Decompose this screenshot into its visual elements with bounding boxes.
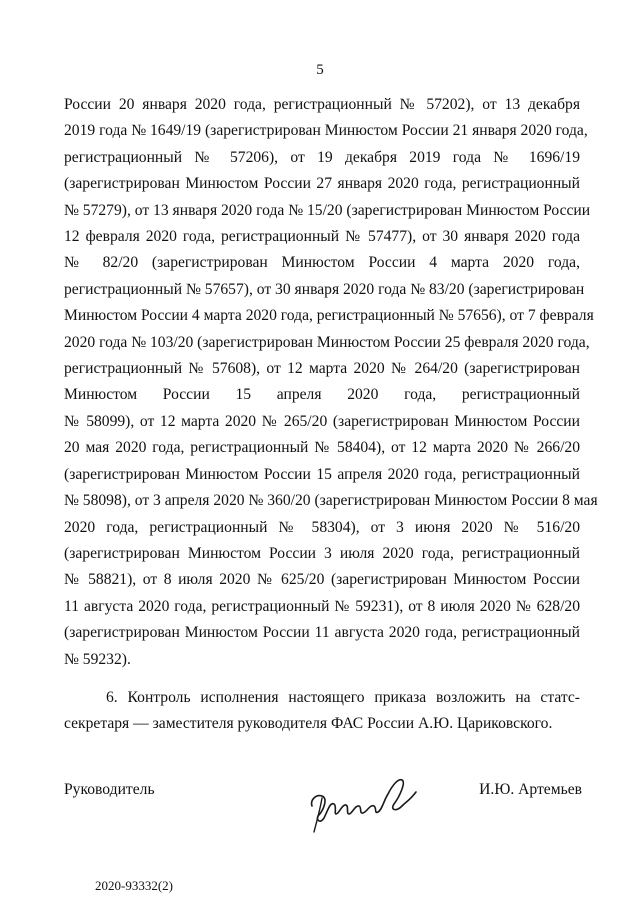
document-code: 2020-93332(2) <box>95 878 173 893</box>
text-line: № 58821), от 8 июля 2020 № 625/20 (зарегистрирован Минюстом России <box>64 571 580 589</box>
text-line: секретаря — заместителя руководителя ФАС России А.Ю. Цариковского. <box>64 715 553 733</box>
text-line: № 59232). <box>64 650 131 668</box>
text-line: 20 мая 2020 года, регистрационный № 58404), от 12 марта 2020 № 266/20 <box>64 439 580 457</box>
text-line: 2020 года № 103/20 (зарегистрирован Минюстом России 25 февраля 2020 года, <box>64 333 590 351</box>
text-line: (зарегистрирован Минюстом России 3 июля 2020 года, регистрационный <box>64 544 580 562</box>
paragraph-spacer <box>64 673 580 685</box>
text-line: России 20 января 2020 года, регистрационный № 57202), от 13 декабря <box>64 96 580 113</box>
text-line: № 82/20 (зарегистрирован Минюстом России 4 марта 2020 года, <box>64 254 580 272</box>
document-body <box>64 92 598 738</box>
text-line: Минюстом России 4 марта 2020 года, регистрационный № 57656), от 7 февраля <box>64 307 594 325</box>
text-line: № 58098), от 3 апреля 2020 № 360/20 (зарегистрирован Минюстом России 8 мая <box>64 492 598 510</box>
page-number: 5 <box>316 62 324 78</box>
text-line: 6. Контроль исполнения настоящего приказа возложить на статс- <box>106 688 580 706</box>
text-line: 12 февраля 2020 года, регистрационный № 57477), от 30 января 2020 года <box>64 228 580 246</box>
text-line: 2019 года № 1649/19 (зарегистрирован Минюстом России 21 января 2020 года, <box>64 122 588 140</box>
text-line: регистрационный № 57657), от 30 января 2020 года № 83/20 (зарегистрирован <box>64 280 585 298</box>
text-line: регистрационный № 57206), от 19 декабря 2019 года № 1696/19 <box>64 148 580 166</box>
text-line: № 57279), от 13 января 2020 года № 15/20 (зарегистрирован Минюстом России <box>64 201 591 219</box>
text-line: (зарегистрирован Минюстом России 11 августа 2020 года, регистрационный <box>64 624 580 642</box>
text-line: 2020 года, регистрационный № 58304), от 3 июня 2020 № 516/20 <box>64 518 580 536</box>
text-line: регистрационный № 57608), от 12 марта 2020 № 264/20 (зарегистрирован <box>64 360 580 378</box>
text-line: Минюстом России 15 апреля 2020 года, регистрационный <box>64 386 580 404</box>
text-line: № 58099), от 12 марта 2020 № 265/20 (зарегистрирован Минюстом России <box>64 412 580 430</box>
text-line: 11 августа 2020 года, регистрационный № 59231), от 8 июля 2020 № 628/20 <box>64 597 580 615</box>
signer-name: И.Ю. Артемьев <box>479 781 582 798</box>
text-line: (зарегистрирован Минюстом России 15 апреля 2020 года, регистрационный <box>64 465 580 483</box>
handwritten-signature <box>306 770 422 836</box>
text-line: (зарегистрирован Минюстом России 27 января 2020 года, регистрационный <box>64 175 580 193</box>
signer-title: Руководитель <box>64 781 155 798</box>
